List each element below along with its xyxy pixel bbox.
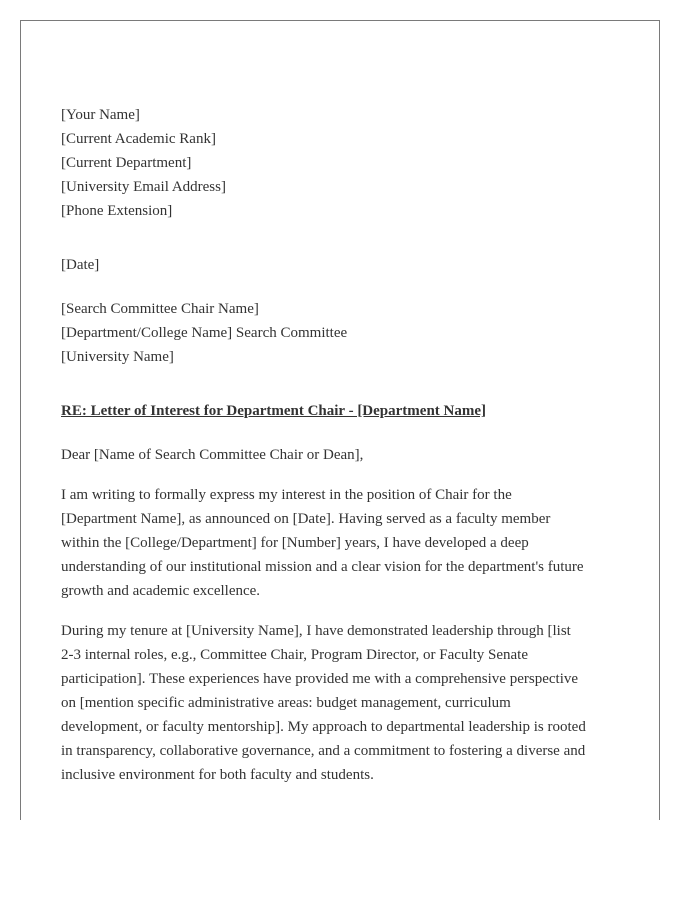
recipient-block xyxy=(61,297,641,369)
paragraph-line: 2-3 internal roles, e.g., Committee Chair, Program Director, or Faculty Senate xyxy=(61,647,529,663)
salutation: Dear [Name of Search Committee Chair or Dean], xyxy=(61,447,364,463)
sender-rank: [Current Academic Rank] xyxy=(61,131,216,147)
sender-block xyxy=(61,103,641,223)
paragraph-line: within the [College/Department] for [Number] years, I have developed a deep xyxy=(61,535,529,551)
body-paragraph xyxy=(61,619,641,787)
paragraph-line: development, or faculty mentorship]. My approach to departmental leadership is rooted xyxy=(61,719,586,735)
paragraph-line: growth and academic excellence. xyxy=(61,583,261,599)
subject-line: RE: Letter of Interest for Department Chair - [Department Name] xyxy=(61,403,487,419)
body-paragraph xyxy=(61,483,641,603)
paragraph-line: on [mention specific administrative areas: budget management, curriculum xyxy=(61,695,511,711)
recipient-university: [University Name] xyxy=(61,349,174,365)
paragraph-line: During my tenure at [University Name], I have demonstrated leadership through [list xyxy=(61,623,571,639)
paragraph-line: understanding of our institutional mission and a clear vision for the department's future xyxy=(61,559,584,575)
letter-date: [Date] xyxy=(61,257,100,273)
paragraph-line: [Department Name], as announced on [Date]. Having served as a faculty member xyxy=(61,511,551,527)
sender-email: [University Email Address] xyxy=(61,179,226,195)
sender-department: [Current Department] xyxy=(61,155,192,171)
letter-page xyxy=(20,20,660,820)
paragraph-line: participation]. These experiences have provided me with a comprehensive perspective xyxy=(61,671,579,687)
paragraph-line: inclusive environment for both faculty and students. xyxy=(61,767,374,783)
paragraph-line: in transparency, collaborative governance, and a commitment to fostering a diverse and xyxy=(61,743,586,759)
paragraph-line: I am writing to formally express my interest in the position of Chair for the xyxy=(61,487,512,503)
date-block xyxy=(61,253,641,277)
recipient-committee: [Department/College Name] Search Committee xyxy=(61,325,348,341)
sender-phone: [Phone Extension] xyxy=(61,203,173,219)
letter-content xyxy=(61,103,641,787)
recipient-chair: [Search Committee Chair Name] xyxy=(61,301,259,317)
sender-name: [Your Name] xyxy=(61,107,140,123)
